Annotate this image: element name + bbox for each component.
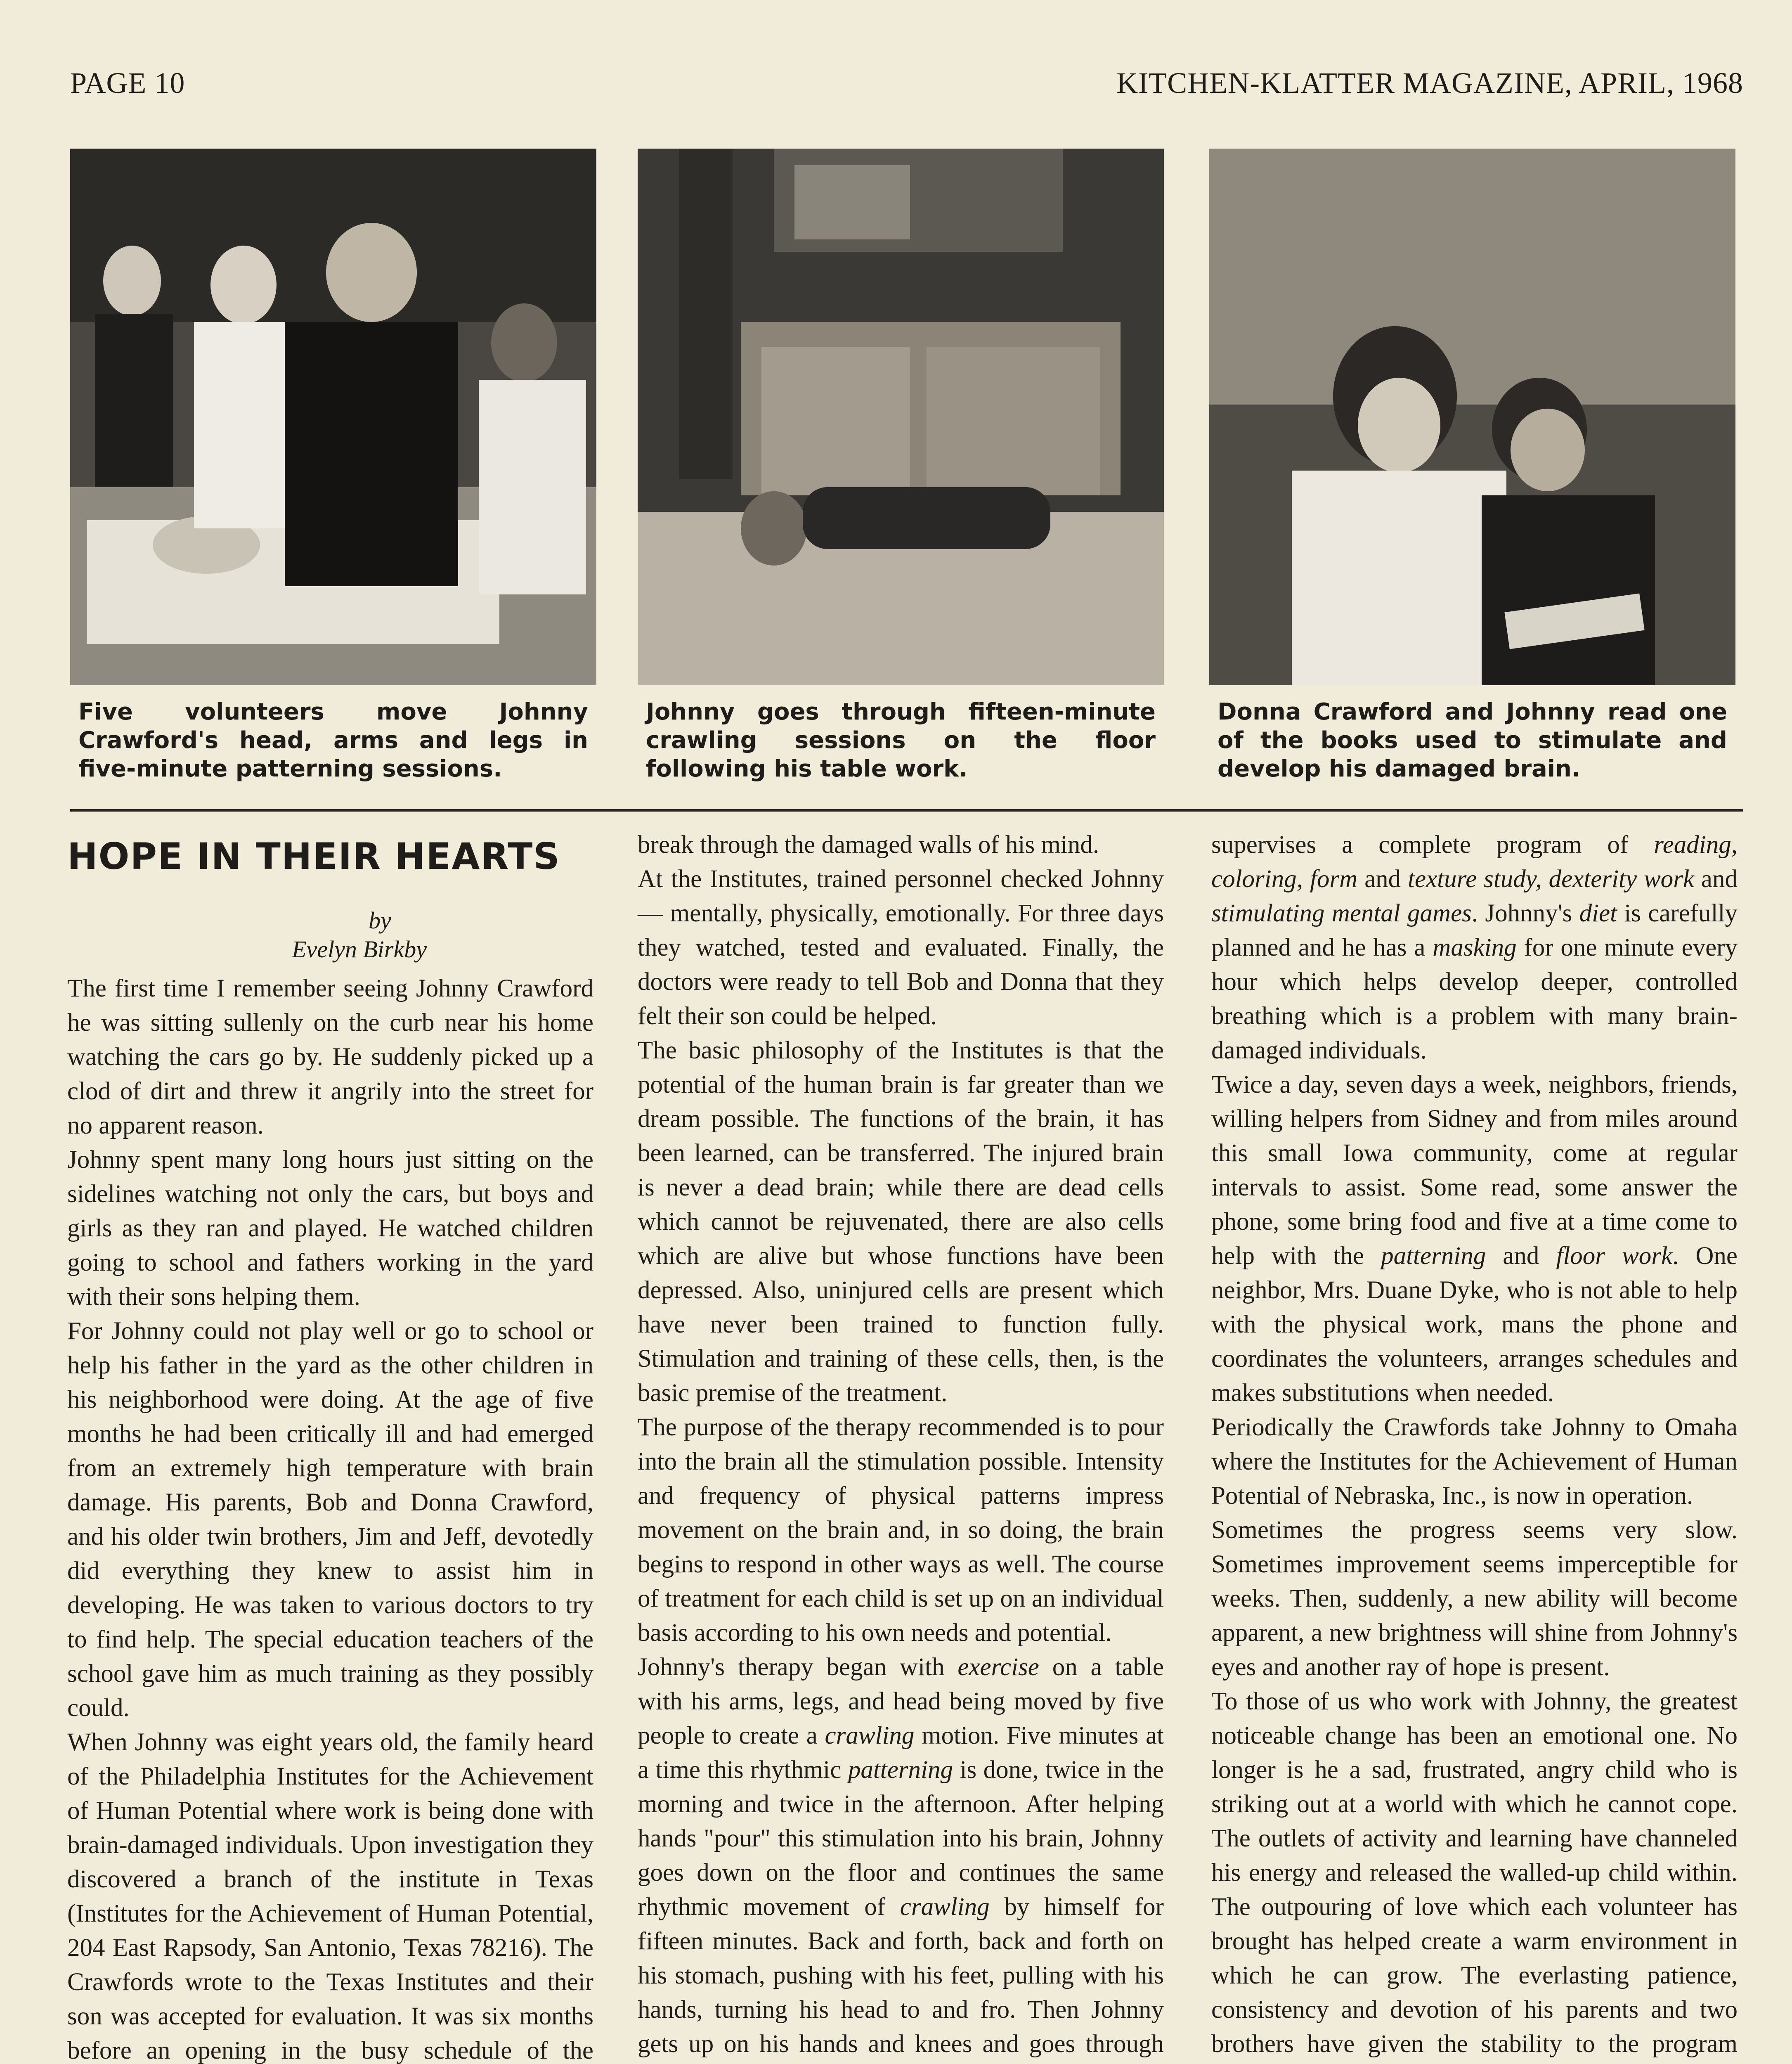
paragraph: Periodically the Crawfords take Johnny to Omaha where the Institutes for the Achievement of Human Potential of Nebraska, Inc., is now in operation. xyxy=(1211,1413,1738,1510)
photo-block-2 xyxy=(638,149,1164,783)
paragraph: For Johnny could not play well or go to school or help his father in the yard as the other children in his neighborhood were doing. At the age of five months he had been critically ill and had emerged from an extremely high temperature with brain damage. His parents, Bob and Donna Crawford, and his older twin brothers, Jim and Jeff, devotedly did everything they knew to assist him in developing. He was taken to various doctors to try to find help. The special education teachers of the school gave him as much training as they possibly could. xyxy=(67,1317,593,1722)
section-divider xyxy=(70,809,1743,812)
paragraph: To those of us who work with Johnny, the greatest noticeable change has been an emotional one. No longer is he a sad, frustrated, angry child who is striking out at a world with which he cannot cope. The outlets of activity and learning have channeled his energy and released the walled-up child within. The outpouring of love which each volunteer has brought has helped create a warm environment in which he can grow. The everlasting patience, consistency and devotion of his parents and two brothers have given the stability to the program xyxy=(1211,1688,1738,2058)
paragraph: Sometimes the progress seems very slow. Sometimes improvement seems imperceptible for weeks. Then, suddenly, a new ability will become apparent, a new brightness will shine from Johnny's eyes and another ray of hope is present. xyxy=(1211,1516,1738,1681)
photo-caption-3: Donna Crawford and Johnny read one of the books used to stimulate and develop his damaged brain. xyxy=(1218,698,1727,782)
paragraph: break through the damaged walls of his mind. xyxy=(638,831,1099,859)
paragraph: At the Institutes, trained personnel checked Johnny — mentally, physically, emotionally. For three days they watched, tested and evaluated. Finally, the doctors were ready to tell Bob and Donna that they felt their son could be helped. xyxy=(638,865,1164,1030)
paragraph: Johnny spent many long hours just sitting on the sidelines watching not only the cars, but boys and girls as they ran and played. He watched children going to school and fathers working in the yard with their sons helping them. xyxy=(67,1146,593,1311)
publication-title: KITCHEN-KLATTER MAGAZINE, APRIL, 1968 xyxy=(1116,66,1743,99)
article-column-1 xyxy=(67,828,593,2064)
johnny-crawling-photo xyxy=(638,149,1164,685)
paragraph: The purpose of the therapy recommended is to pour into the brain all the stimulation possible. Intensity and frequency of physical patterns impress movement on the brain and, in so doing, the brain begins to respond in other ways as well. The course of treatment for each child is set up on an individual basis according to his own needs and potential. xyxy=(638,1413,1164,1647)
paragraph: supervises a complete program of reading, coloring, form and texture study, dexterity work and stimulating mental games. Johnny's diet is carefully planned and he has a masking for one minute every hour which helps develop deeper, controlled breathing which is a problem with many brain-damaged individuals. xyxy=(1211,831,1738,1064)
photo-caption-2: Johnny goes through fifteen-minute crawling sessions on the floor following his table work. xyxy=(646,698,1156,782)
page-header xyxy=(70,66,1743,111)
byline-author: Evelyn Birkby xyxy=(292,936,427,963)
photo-block-3 xyxy=(1209,149,1735,783)
byline-by: by xyxy=(369,907,391,934)
donna-and-johnny-reading-photo xyxy=(1209,149,1735,685)
paragraph: Johnny's therapy began with exercise on a table with his arms, legs, and head being moved by five people to create a crawling motion. Five minutes at a time this rhythmic patterning is done, twice in the morning and twice in the afternoon. After helping hands "pour" this stimulation into his brain, Johnny goes down on the floor and continues the same rhythmic movement of crawling by himself for fifteen minutes. Back and forth, back and forth on his stomach, pushing with his feet, pulling with his hands, turning his head to and fro. Then Johnny gets up on his hands and knees and goes through xyxy=(638,1653,1164,2058)
page-number: PAGE 10 xyxy=(70,66,185,99)
article-title: HOPE IN THEIR HEARTS xyxy=(67,835,560,878)
paragraph: When Johnny was eight years old, the family heard of the Philadelphia Institutes for the Achievement of Human Potential where work is being done with brain-damaged individuals. Upon investigation they discovered a branch of the institute in Texas (Institutes for the Achievement of Human Potential, 204 East Rapsody, San Antonio, Texas 78216). The Crawfords wrote to the Texas Institutes and their son was accepted for evaluation. It was six months before an opening in the busy schedule of the xyxy=(67,1728,593,2064)
paragraph: Twice a day, seven days a week, neighbors, friends, willing helpers from Sidney and from miles around this small Iowa community, come at regular intervals to assist. Some read, some answer the phone, some bring food and five at a time come to help with the patterning and floor work. One neighbor, Mrs. Duane Dyke, who is not able to help with the physical work, mans the phone and coordinates the volunteers, arranges schedules and makes substitutions when needed. xyxy=(1211,1071,1738,1407)
paragraph: The basic philosophy of the Institutes is that the potential of the human brain is far greater than we dream possible. The functions of the brain, it has been learned, can be transferred. The injured brain is never a dead brain; while there are dead cells which cannot be rejuvenated, there are also cells which are alive but whose functions have been depressed. Also, uninjured cells are present which have never been trained to function fully. Stimulation and training of these cells, then, is the basic premise of the treatment. xyxy=(638,1037,1164,1407)
photo-block-1 xyxy=(70,149,596,783)
volunteers-patterning-photo xyxy=(70,149,596,685)
article-column-2 xyxy=(638,828,1164,2064)
article-column-3 xyxy=(1211,828,1738,2064)
paragraph: The first time I remember seeing Johnny Crawford he was sitting sullenly on the curb near his home watching the cars go by. He suddenly picked up a clod of dirt and threw it angrily into the street for no apparent reason. xyxy=(67,975,593,1139)
photo-caption-1: Five volunteers move Johnny Crawford's head, arms and legs in five-minute patterning sessions. xyxy=(78,698,588,782)
